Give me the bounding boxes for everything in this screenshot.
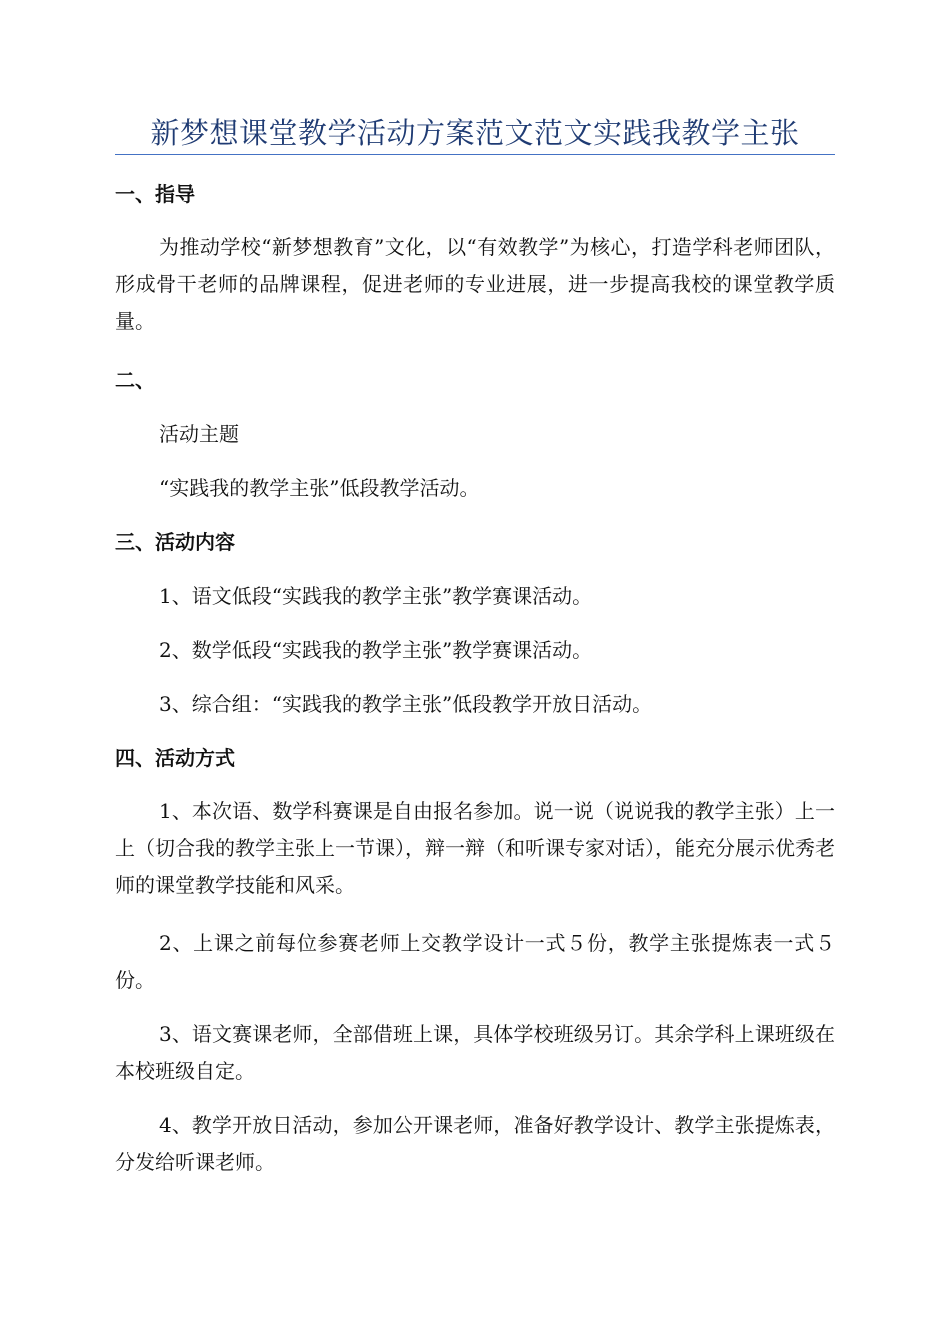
- section-heading-two: 二、: [115, 368, 155, 392]
- content-item-3: 3、综合组：“实践我的教学主张”低段教学开放日活动。: [159, 692, 653, 716]
- guidance-paragraph: 为推动学校“新梦想教育”文化，以“有效教学”为核心，打造学科老师团队，形成骨干老师的品牌课程，促进老师的专业进展，进一步提高我校的课堂教学质量。: [115, 235, 835, 333]
- section-heading-method: 四、活动方式: [115, 746, 235, 770]
- method-paragraph-2: 2、上课之前每位参赛老师上交教学设计一式５份，教学主张提炼表一式５份。: [115, 931, 835, 992]
- section-heading-guidance: 一、指导: [115, 182, 195, 206]
- method-paragraph-1: 1、本次语、数学科赛课是自由报名参加。说一说（说说我的教学主张）上一上（切合我的教学主张上一节课），辩一辩（和听课专家对话），能充分展示优秀老师的课堂教学技能和风采。: [115, 799, 835, 897]
- document-title: 新梦想课堂教学活动方案范文范文实践我教学主张: [150, 116, 800, 150]
- content-item-2: 2、数学低段“实践我的教学主张”教学赛课活动。: [159, 638, 593, 662]
- section-heading-content: 三、活动内容: [115, 530, 235, 554]
- activity-theme-label: 活动主题: [159, 422, 239, 446]
- content-item-1: 1、语文低段“实践我的教学主张”教学赛课活动。: [159, 584, 593, 608]
- activity-theme-text: “实践我的教学主张”低段教学活动。: [159, 476, 480, 500]
- title-underline: [115, 154, 835, 155]
- method-paragraph-3: 3、语文赛课老师，全部借班上课，具体学校班级另订。其余学科上课班级在本校班级自定。: [115, 1022, 835, 1083]
- method-paragraph-4: 4、教学开放日活动，参加公开课老师，准备好教学设计、教学主张提炼表，分发给听课老师。: [115, 1113, 835, 1174]
